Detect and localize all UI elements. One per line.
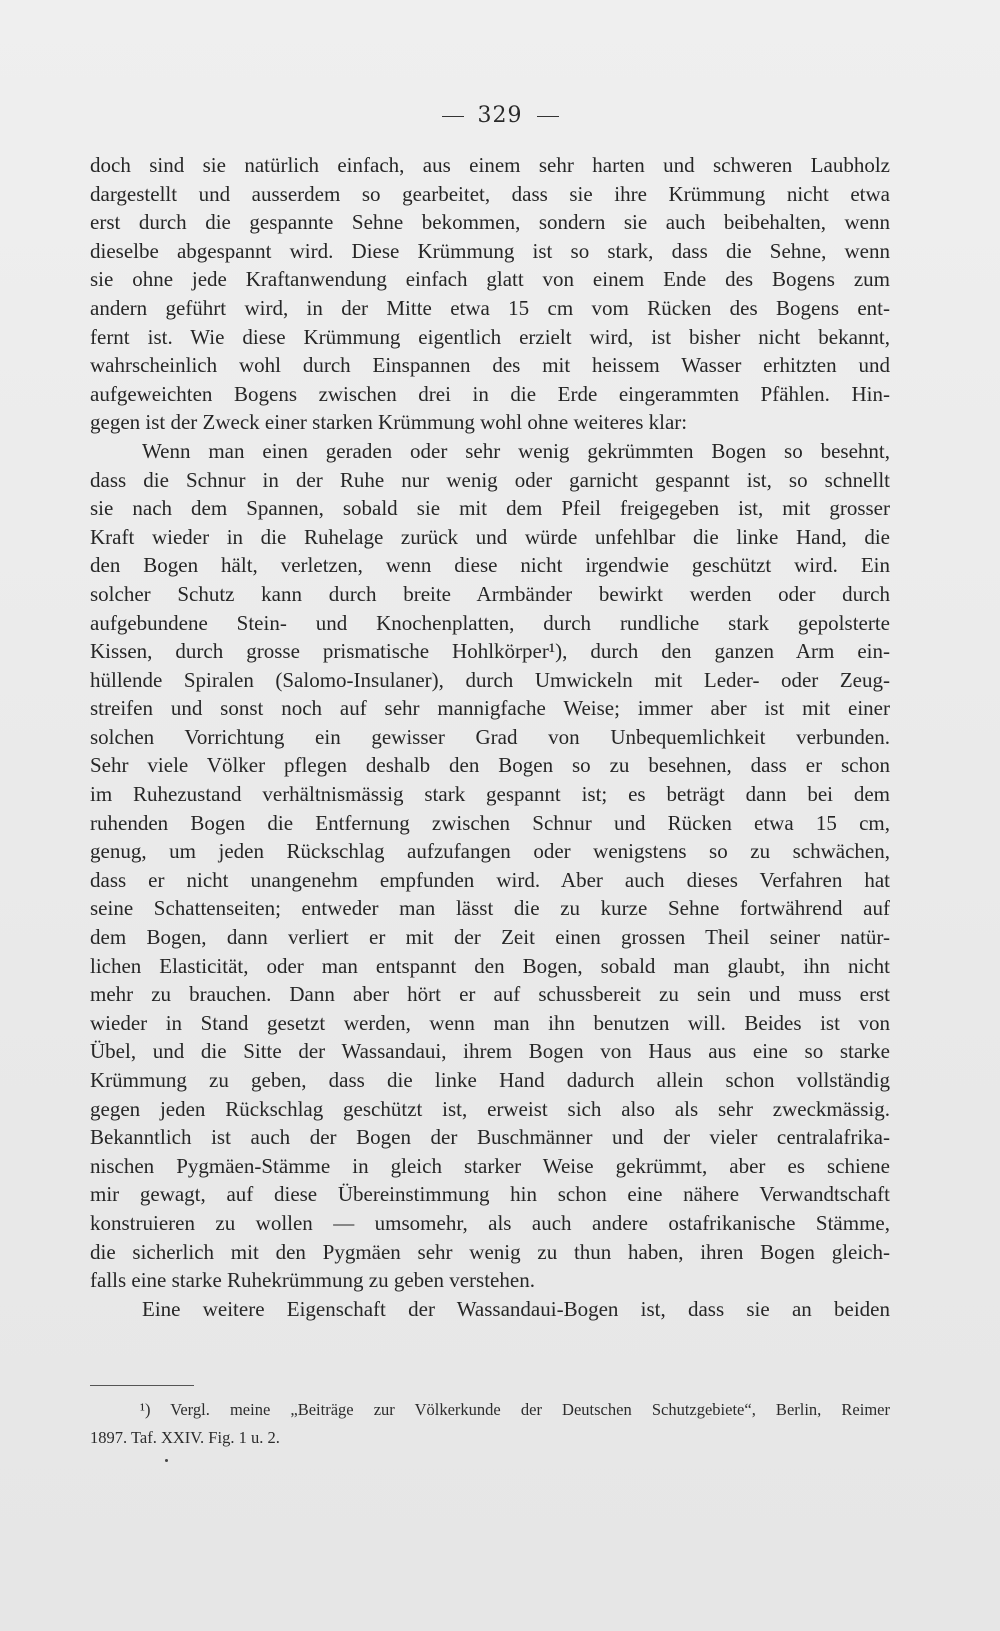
body-text-line: lichen Elasticität, oder man entspannt den Bogen, sobald man glaubt, ihn nicht	[90, 953, 890, 978]
body-text-line: falls eine starke Ruhekrümmung zu geben verstehen.	[90, 1268, 535, 1293]
body-text-line: mir gewagt, auf diese Übereinstimmung hin schon eine nähere Verwandtschaft	[90, 1182, 890, 1207]
body-text-line: Kissen, durch grosse prismatische Hohlkörper¹), durch den ganzen Arm ein-	[90, 639, 890, 664]
body-text-line: den Bogen hält, verletzen, wenn diese nicht irgendwie geschützt wird. Ein	[90, 553, 890, 578]
ink-speck	[165, 1459, 168, 1462]
body-text-line: gegen ist der Zweck einer starken Krümmung wohl ohne weiteres klar:	[90, 410, 688, 435]
left-dash	[442, 116, 464, 117]
body-text-line: fernt ist. Wie diese Krümmung eigentlich erzielt wird, ist bisher nicht bekannt,	[90, 324, 890, 349]
body-text-line: seine Schattenseiten; entweder man lässt die zu kurze Sehne fortwährend auf	[90, 896, 890, 921]
right-dash	[537, 116, 559, 117]
body-text-line: andern geführt wird, in der Mitte etwa 15 cm vom Rücken des Bogens ent-	[90, 295, 890, 320]
body-text-line: Kraft wieder in die Ruhelage zurück und würde unfehlbar die linke Hand, die	[90, 524, 890, 549]
footnotes	[90, 1396, 890, 1452]
body-text-line: mehr zu brauchen. Dann aber hört er auf schussbereit zu sein und muss erst	[90, 982, 890, 1007]
body-text-line: ruhenden Bogen die Entfernung zwischen Schnur und Rücken etwa 15 cm,	[90, 810, 890, 835]
body-text-line: dass die Schnur in der Ruhe nur wenig oder garnicht gespannt ist, so schnellt	[90, 467, 890, 492]
body-text-line: im Ruhezustand verhältnismässig stark gespannt ist; es beträgt dann bei dem	[90, 782, 890, 807]
page-number: 329	[477, 103, 523, 128]
body-text-line: wahrscheinlich wohl durch Einspannen des mit heissem Wasser erhitzten und	[90, 353, 890, 378]
body-text-line: wieder in Stand gesetzt werden, wenn man ihn benutzen will. Beides ist von	[90, 1010, 890, 1035]
footnote-line: 1897. Taf. XXIV. Fig. 1 u. 2.	[90, 1428, 280, 1447]
body-text-line: die sicherlich mit den Pygmäen sehr wenig zu thun haben, ihren Bogen gleich-	[90, 1239, 890, 1264]
body-text-line: Wenn man einen geraden oder sehr wenig gekrümmten Bogen so besehnt,	[142, 438, 890, 463]
body-text-line: nischen Pygmäen-Stämme in gleich starker Weise gekrümmt, aber es schiene	[90, 1153, 890, 1178]
footnote-line: ¹) Vergl. meine „Beiträge zur Völkerkunde der Deutschen Schutzgebiete“, Berlin, Reimer	[140, 1400, 890, 1419]
body-text-line: erst durch die gespannte Sehne bekommen, sondern sie auch beibehalten, wenn	[90, 210, 890, 235]
body-text-line: dass er nicht unangenehm empfunden wird. Aber auch dieses Verfahren hat	[90, 867, 890, 892]
body-text-line: konstruieren zu wollen — umsomehr, als auch andere ostafrikanische Stämme,	[90, 1210, 890, 1235]
body-text-line: Sehr viele Völker pflegen deshalb den Bogen so zu besehnen, dass er schon	[90, 753, 890, 778]
body-text-line: sie nach dem Spannen, sobald sie mit dem Pfeil freigegeben ist, mit grosser	[90, 496, 890, 521]
body-text-line: solchen Vorrichtung ein gewisser Grad von Unbequemlichkeit verbunden.	[90, 724, 890, 749]
body-text-line: sie ohne jede Kraftanwendung einfach glatt von einem Ende des Bogens zum	[90, 267, 890, 292]
body-text-line: Krümmung zu geben, dass die linke Hand dadurch allein schon vollständig	[90, 1068, 890, 1092]
body-text-line: gegen jeden Rückschlag geschützt ist, erweist sich also als sehr zweckmässig.	[90, 1096, 890, 1121]
body-text-line: dargestellt und ausserdem so gearbeitet, dass sie ihre Krümmung nicht etwa	[90, 181, 890, 206]
body-text-line: doch sind sie natürlich einfach, aus einem sehr harten und schweren Laubholz	[90, 153, 890, 177]
body-text-line: streifen und sonst noch auf sehr mannigfache Weise; immer aber ist mit einer	[90, 696, 890, 721]
body-text-line: dem Bogen, dann verliert er mit der Zeit einen grossen Theil seiner natür-	[90, 925, 890, 950]
body-text-line: aufgeweichten Bogens zwischen drei in die Erde eingerammten Pfählen. Hin-	[90, 381, 890, 406]
page-number-header	[0, 103, 1000, 128]
body-text-line: dieselbe abgespannt wird. Diese Krümmung ist so stark, dass die Sehne, wenn	[90, 238, 890, 263]
body-text-line: aufgebundene Stein- und Knochenplatten, durch rundliche stark gepolsterte	[90, 610, 890, 635]
body-text-line: Übel, und die Sitte der Wassandaui, ihrem Bogen von Haus aus eine so starke	[90, 1039, 890, 1064]
body-text-line: hüllende Spiralen (Salomo-Insulaner), durch Umwickeln mit Leder- oder Zeug-	[90, 667, 890, 692]
footnote-separator	[90, 1385, 194, 1386]
body-text	[90, 151, 890, 1323]
body-text-line: solcher Schutz kann durch breite Armbänder bewirkt werden oder durch	[90, 581, 890, 606]
body-text-line: Eine weitere Eigenschaft der Wassandaui-Bogen ist, dass sie an beiden	[142, 1296, 890, 1321]
body-text-line: Bekanntlich ist auch der Bogen der Buschmänner und der vieler centralafrika-	[90, 1125, 890, 1150]
body-text-line: genug, um jeden Rückschlag aufzufangen oder wenigstens so zu schwächen,	[90, 839, 890, 864]
